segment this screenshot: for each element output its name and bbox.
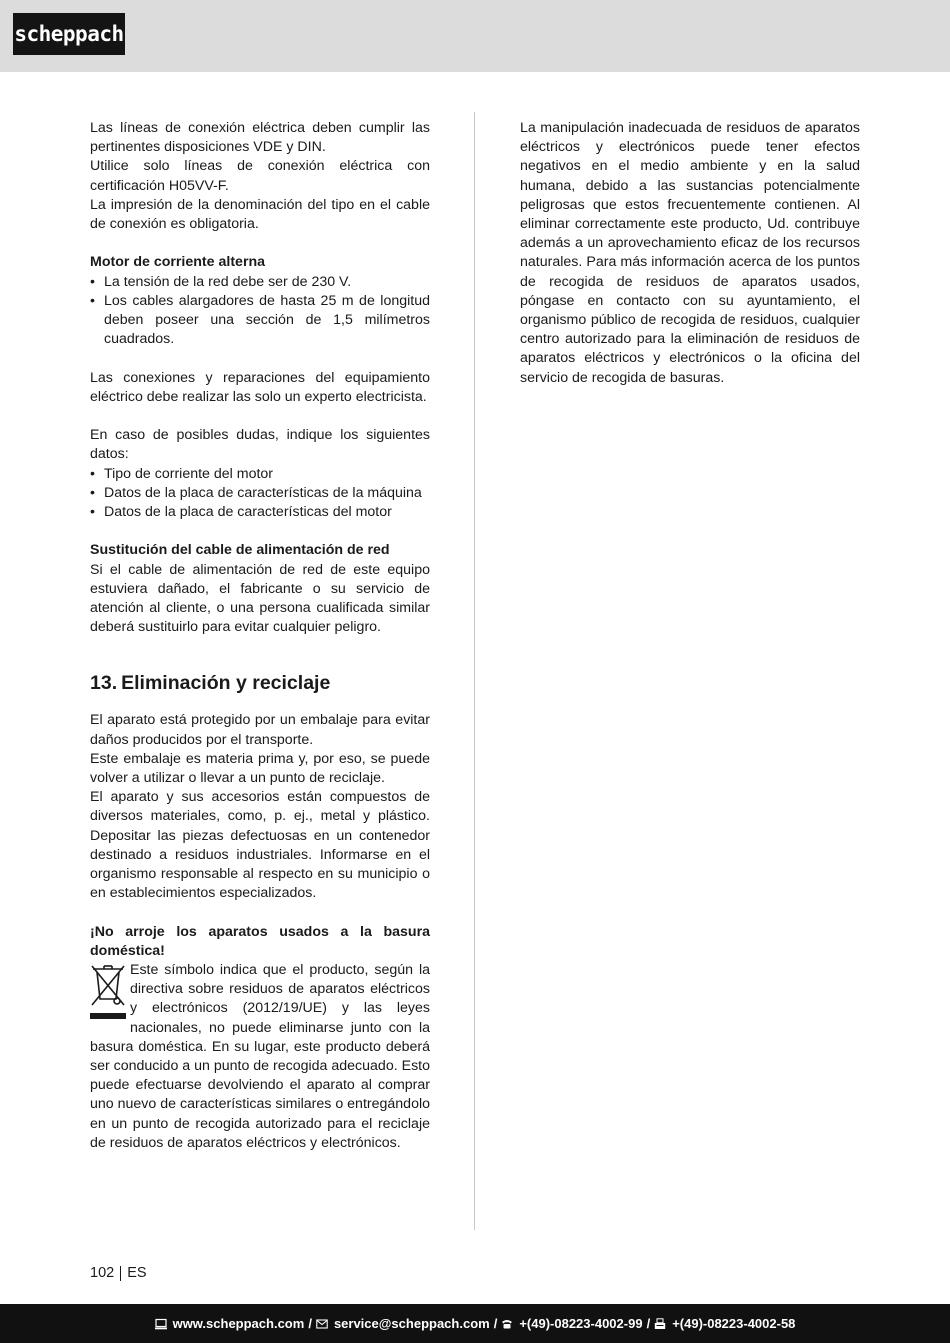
column-divider (474, 112, 475, 1230)
fax-icon (654, 1318, 666, 1330)
footer-phone[interactable]: +(49)-08223-4002-99 (519, 1316, 643, 1331)
page-separator (120, 1266, 121, 1281)
footer-website-link[interactable]: www.scheppach.com (172, 1316, 305, 1331)
list-item: • La tensión de la red debe ser de 230 V. (90, 273, 430, 292)
page-language: ES (127, 1265, 147, 1281)
footer-separator: / (308, 1316, 312, 1331)
doubts-paragraph: En caso de posibles dudas, indique los siguientes datos: (90, 427, 430, 463)
list-item: • Datos de la placa de características de la máquina (90, 484, 430, 503)
warning-heading: ¡No arroje los aparatos usados a la basura doméstica! (90, 923, 430, 959)
footer-separator: / (493, 1316, 498, 1331)
mail-icon (316, 1318, 328, 1330)
cable-heading: Sustitución del cable de alimentación de red (90, 542, 390, 559)
intro-paragraph-3: La impresión de la denominación del tipo en el cable de conexión es obligatoria. (90, 196, 430, 233)
motor-bullet-list (90, 273, 430, 350)
computer-icon (155, 1318, 167, 1330)
list-item: • Datos de la placa de características del motor (90, 503, 430, 522)
intro-paragraph-1: Las líneas de conexión eléctrica deben cumplir las pertinentes disposiciones VDE y DIN. (90, 120, 430, 156)
page-number-block (90, 1265, 147, 1281)
packaging-paragraph-3: El aparato y sus accesorios están compuestos de diversos materiales, como, p. ej., metal y plástico. Depositar las piezas defectuosas en un contenedor destinado a residuos industriales. Informarse en el organismo responsable al respecto en su municipio o en establecimientos especializados. (90, 789, 430, 902)
section-title (90, 671, 430, 695)
footer-fax[interactable]: +(49)-08223-4002-58 (672, 1316, 796, 1331)
doubts-bullet-list (90, 465, 430, 523)
page-number: 102 (90, 1265, 115, 1281)
packaging-paragraph-1: El aparato está protegido por un embalaje para evitar daños producidos por el transporte. (90, 712, 430, 748)
phone-icon (501, 1318, 513, 1330)
section-number: 13. (90, 672, 118, 695)
footer-bar (0, 1304, 950, 1343)
expert-paragraph: Las conexiones y reparaciones del equipamiento eléctrico debe realizar las solo un experto electricista. (90, 369, 430, 405)
motor-heading: Motor de corriente alterna (90, 254, 266, 271)
footer-separator: / (646, 1316, 651, 1331)
header-bar (0, 0, 950, 72)
brand-logo[interactable]: scheppach (13, 13, 125, 55)
section-title-text: Eliminación y reciclaje (121, 672, 331, 695)
packaging-paragraph-2: Este embalaje es materia prima y, por eso, se puede volver a utilizar o llevar a un punto de reciclaje. (90, 750, 430, 787)
footer-email-link[interactable]: service@scheppach.com (333, 1316, 490, 1331)
intro-paragraph-2: Utilice solo líneas de conexión eléctrica con certificación H05VV-F. (90, 158, 430, 194)
list-item: • Los cables alargadores de hasta 25 m de longitud deben poseer una sección de 1,5 milímetros cuadrados. (90, 292, 430, 350)
weee-paragraph: Este símbolo indica que el producto, según la directiva sobre residuos de aparatos eléctricos y electrónicos (2012/19/UE) y las leyes nacionales, no puede eliminarse junto con la basura doméstica. En su lugar, este producto deberá ser conducido a un punto de recogida adecuado. Esto puede efectuarse devolviendo el aparato al comprar uno nuevo de características similares o entregándolo en un punto de recogida autorizado para el reciclaje de residuos de aparatos eléctricos y electrónicos. (90, 962, 430, 1151)
cable-paragraph: Si el cable de alimentación de red de este equipo estuviera dañado, el fabricante o su servicio de atención al cliente, o una persona cualificada similar deberá sustituirlo para evitar cualquier peligro. (90, 561, 430, 636)
right-column (520, 119, 860, 388)
weee-block (90, 961, 430, 1153)
list-item: • Tipo de corriente del motor (90, 465, 430, 484)
left-column (90, 119, 430, 1153)
crossed-bin-icon (90, 963, 126, 1021)
disposal-paragraph: La manipulación inadecuada de residuos de aparatos eléctricos y electrónicos puede tener efectos negativos en el medio ambiente y en la salud humana, debido a las sustancias potencialmente peligrosas que estos frecuentemente contienen. Al eliminar correctamente este producto, Ud. contribuye además a un aprovechamiento eficaz de los recursos naturales. Para más información acerca de los puntos de recogida de residuos de aparatos usados, póngase en contacto con su ayuntamiento, el organismo público de recogida de residuos, cualquier centro autorizado para la eliminación de residuos de aparatos eléctricos y electrónicos o la oficina del servicio de recogida de basuras. (520, 120, 860, 386)
